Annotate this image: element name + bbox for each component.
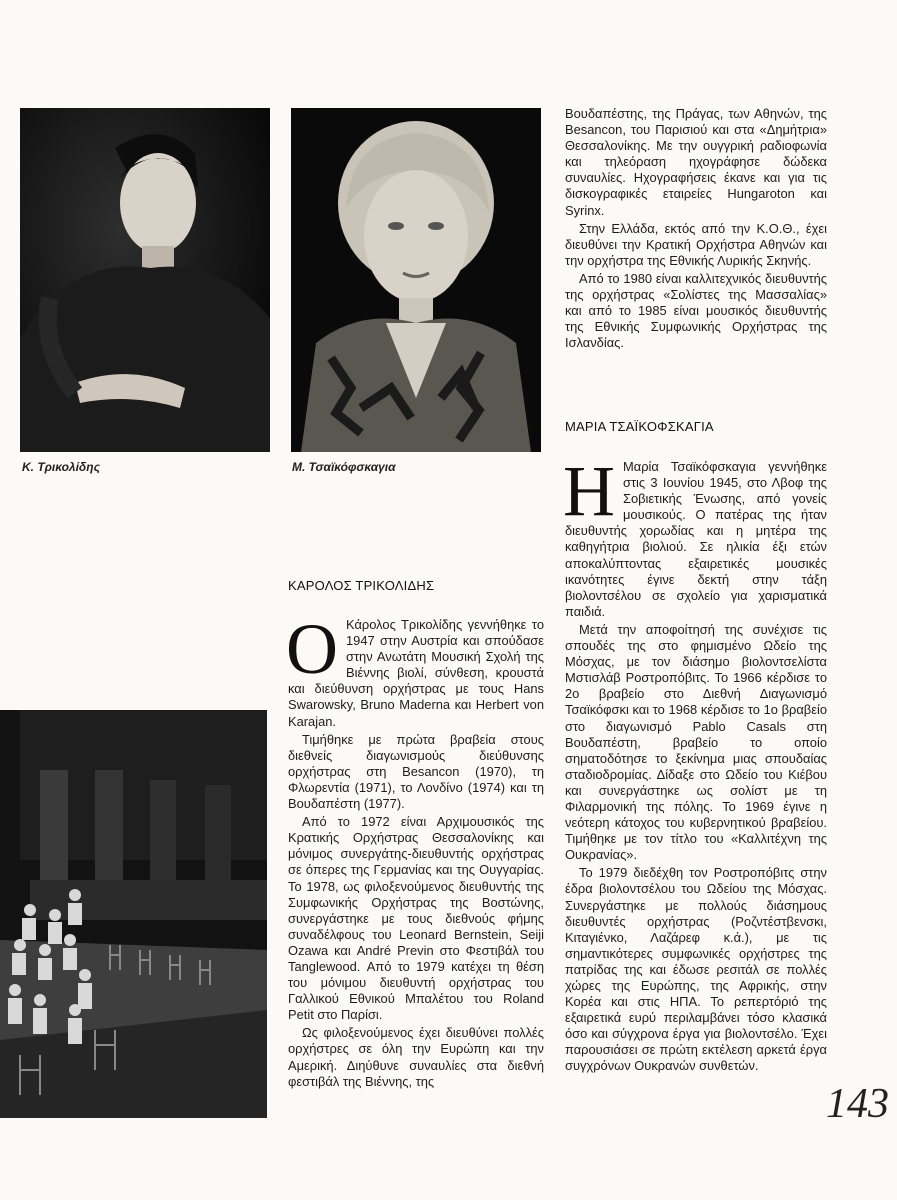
portrait-conductor [20,108,270,452]
trikolidis-continuation [565,106,827,353]
trikolidis-paragraph: Ως φιλοξενούμενος έχει διευθύνει πολλές ορχήστρες σε όλη την Ευρώπη και την Αμερική. Διηύθυνε συναυλίες στα διεθνή φεστιβάλ της Βιέννης, της [288,1025,544,1089]
caption-tsaikofskagia: Μ. Τσαϊκόφσκαγια [292,460,396,474]
tsaikofskagia-paragraph: Μαρία Τσαϊκόφσκαγια γεννήθηκε στις 3 Ιουνίου 1945, στο Λβοφ της Σοβιετικής Ένωσης, από γονείς μουσικούς. Ο πατέρας της ήταν διευθυντής χορωδίας και η μητέρα της καθηγήτρια βιολιού. Σε ηλικία έξι ετών αποκαλύπτοντας εξαιρετικές μουσικές ικανότητες έγινε δεκτή στην τάξη βιολοντσέλου σε σχολείο για χαρισματικά παιδιά. [565,459,827,619]
trikolidis-paragraph: Τιμήθηκε με πρώτα βραβεία στους διεθνείς διαγωνισμούς διεύθυνσης ορχήστρας στη Besancon (1970), τη Φλωρεντία (1971), το Λονδίνο (1974) και τη Βουδαπέστη (1977). [288,731,544,812]
trikolidis-biography [286,609,544,1092]
heading-trikolidis: ΚΑΡΟΛΟΣ ΤΡΙΚΟΛΙΔΗΣ [288,578,435,593]
continuation-paragraph: Βουδαπέστης, της Πράγας, των Αθηνών, της Besancon, του Παρισιού και στα «Δημήτρια» Θεσσαλονίκης. Με την ουγγρική ραδιοφωνία και τηλεόραση ηχογράφησε δώδεκα συναυλίες. Ηχογραφήσεις έκανε και για τις δισκογραφικές εταιρείες Hungaroton και Syrinx. [565,106,827,218]
caption-trikolidis: Κ. Τρικολίδης [22,460,100,474]
trikolidis-paragraph: Από το 1972 είναι Αρχιμουσικός της Κρατικής Ορχήστρας Θεσσαλονίκης και μόνιμος συνεργάτης-διευθυντής ορχήστρας σε όπερες της Γερμανίας και της Ουγγαρίας. Το 1978, ως φιλοξενούμενος διευθυντής της Συμφωνικής Ορχήστρας της Βοστώνης, συνεργάστηκε με τους διεθνούς φήμης συναδέλφους του Leonard Bernstein, Seiji Ozawa και André Previn στο Φεστιβάλ του Tanglewood. Από το 1979 κατέχει τη θέση του μόνιμου διευθυντή ορχήστρας του Γαλλικού Εθνικού Μπαλέτου του Roland Petit στο Παρίσι. [288,814,544,1023]
tsaikofskagia-paragraph: Το 1979 διεδέχθη τον Ροστροπόβιτς στην έδρα βιολοντσέλου του Ωδείου της Μόσχας. Συνεργάστηκε με πολλούς διάσημους διευθυντές ορχήστρας (Ροζντέστβενσκι, Κιταγιένκο, Λαζάρεφ κ.ά.), με τις σημαντικότερες συμφωνικές ορχήστρες της πατρίδας της και έδωσε ρεσιτάλ σε πολλές χώρες της Ευρώπης, της Αφρικής, στην Κορέα και στις ΗΠΑ. Το ρεπερτόριό της εξαιρετικά ευρύ περιλαμβάνει τόσο κλασικά όσο και σύγχρονα έργα για βιολοντσέλο. Έχει παρουσιάσει σε πρώτη εκτέλεση αρκετά έργα συγχρόνων Ουκρανών συνθετών. [565,865,827,1074]
trikolidis-paragraph: Κάρολος Τρικολίδης γεννήθηκε το 1947 στην Αυστρία και σπούδασε στην Ανωτάτη Μουσική Σχολή της Βιέννης βιολί, σύνθεση, κρουστά και διεύθυνση ορχήστρας με τους Hans Swarowsky, Bruno Maderna και Herbert von Karajan. [288,617,544,729]
photo-concert-theatre [0,710,267,1118]
photo-tsaikofskagia [291,108,541,452]
concert-stage-image [0,710,267,1118]
heading-tsaikofskagia: ΜΑΡΙΑ ΤΣΑΪΚΟΦΣΚΑΓΙΑ [565,419,714,434]
tsaikofskagia-paragraph: Μετά την αποφοίτησή της συνέχισε τις σπουδές της στο φημισμένο Ωδείο της Μόσχας, με τον διάσημο βιολοντσελίστα Μστισλάβ Ροστροπόβιτς. Το 1966 κέρδισε το 2ο βραβείο στο Διεθνή Διαγωνισμό Τσαϊκόφσκι και το 1968 κέρδισε το 1ο βραβείο στο διαγωνισμό Pablo Casals στη Βουδαπέστη, βραβείο το οποίο σηματοδότησε το ξεκίνημα μιας σπουδαίας σταδιοδρομίας. Δίδαξε στο Ωδείο του Κιέβου και συνεργάστηκε ως σολίστ με τη Φιλαρμονική της πόλης. Το 1969 έγινε η νεότερη κάτοχος του κυβερνητικού βραβείου. Τιμήθηκε με τον τίτλο του «Καλλιτέχνη της Ουκρανίας». [565,621,827,863]
dropcap-o: Ο [286,609,338,689]
page-number: 143 [826,1081,889,1127]
portrait-cellist [291,108,541,452]
continuation-paragraph: Στην Ελλάδα, εκτός από την Κ.Ο.Θ., έχει διευθύνει την Κρατική Ορχήστρα Αθηνών και την ορχήστρα της Εθνικής Λυρικής Σκηνής. [565,220,827,268]
photo-trikolidis [20,108,270,452]
dropcap-eta: Η [563,451,615,531]
tsaikofskagia-biography [563,451,827,1077]
continuation-paragraph: Από το 1980 είναι καλλιτεχνικός διευθυντής της ορχήστρας «Σολίστες της Μασσαλίας» και από το 1985 είναι μουσικός διευθυντής της Εθνικής Συμφωνικής Ορχήστρας της Ισλανδίας. [565,270,827,351]
